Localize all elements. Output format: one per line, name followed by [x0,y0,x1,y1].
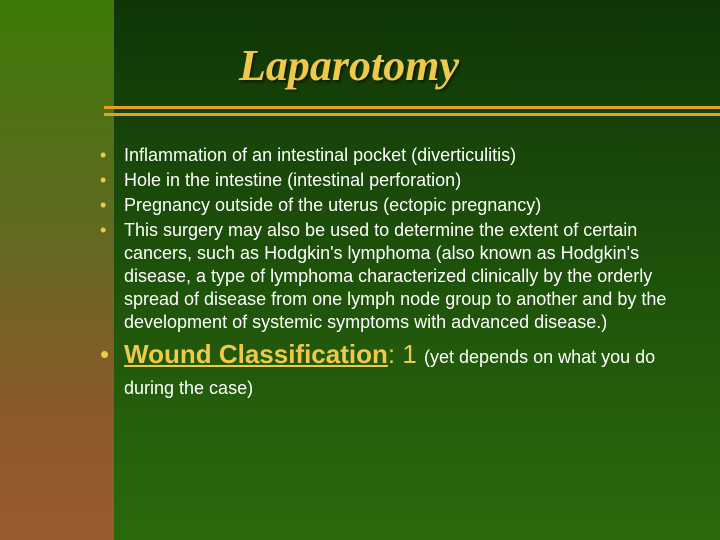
title-rule-top [104,106,720,109]
slide-title: Laparotomy [239,41,459,90]
bullet-marker: • [100,339,110,369]
bullet-text: Pregnancy outside of the uterus (ectopic pregnancy) [124,195,542,215]
bullet-marker: • [100,170,107,190]
bullet-text: Hole in the intestine (intestinal perforation) [124,170,462,190]
wound-classification-item [100,340,670,402]
bullet-text: Inflammation of an intestinal pocket (diverticulitis) [124,145,517,165]
bullet-marker: • [100,220,107,240]
bullet-text: This surgery may also be used to determine the extent of certain cancers, such as Hodgkin's lymphoma (also known as Hodgkin's disease, a type of lymphoma characterized clinically by the orderly spread of disease from one lymph node group to another and by the development of systemic symptoms with advanced disease.) [124,220,667,332]
bullet-item [100,219,670,334]
bullet-marker: • [100,145,107,165]
bullet-item [100,169,670,192]
bullet-list [100,144,670,404]
bullet-marker: • [100,195,107,215]
wound-classification-value: : 1 [387,339,417,369]
left-color-band [0,0,114,540]
title-rule-bottom [104,113,720,116]
wound-classification-label: Wound Classification [124,339,388,369]
bullet-item [100,144,670,167]
bullet-item [100,194,670,217]
wound-classification-note: (yet depends on what you do during the case) [124,347,656,398]
